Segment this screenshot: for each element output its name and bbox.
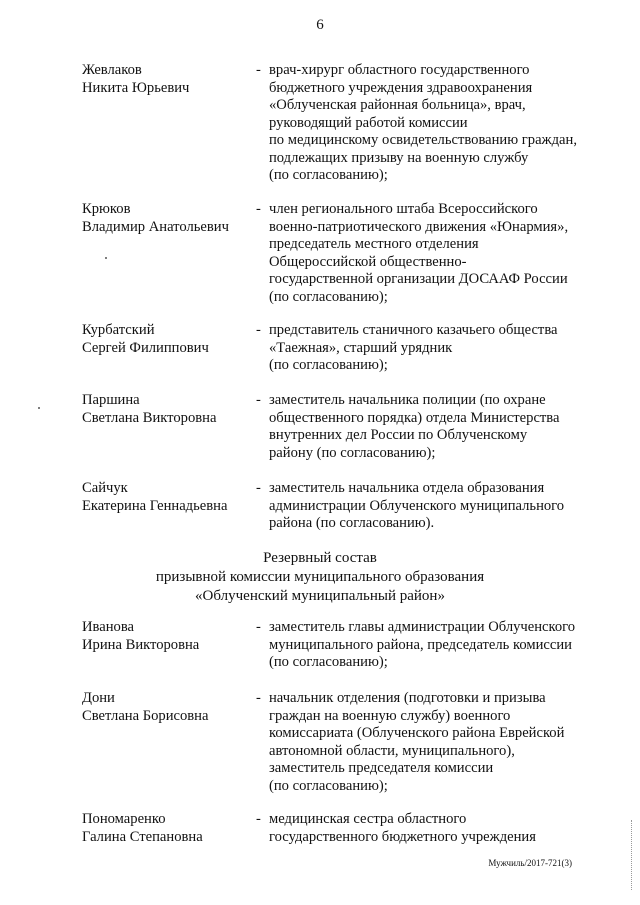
position-line: представитель станичного казачьего общества [269,322,558,338]
position-line: руководящий работой комиссии [269,114,468,131]
position-line: автономной области, муниципального), [269,742,515,759]
position-line: бюджетного учреждения здравоохранения [269,79,533,96]
member-surname: Курбатский [82,322,155,338]
scan-speck [38,407,40,409]
entry-dash: - [256,480,261,496]
position-line: подлежащих призыву на военную службу [269,149,529,166]
member-surname: Иванова [82,619,134,635]
member-name [82,690,252,725]
position-line: член регионального штаба Всероссийского [269,201,538,217]
position-line: председатель местного отделения [269,236,479,252]
entry-dash: - [256,619,261,635]
member-name [82,480,252,515]
scan-speck [105,257,107,259]
position-line: (по согласованию); [269,654,388,670]
heading-line: призывной комиссии муниципального образования [155,569,485,585]
member-position [269,322,607,375]
position-line: (по согласованию); [269,357,388,373]
member-surname: Дони [82,690,115,706]
member-name [82,62,252,97]
position-line: администрации Облученского муниципального [269,497,565,514]
member-position [269,690,607,795]
member-given-names: Галина Степановна [82,828,203,845]
entry-dash: - [256,392,261,408]
member-position [269,62,607,185]
position-line: начальник отделения (подготовки и призыва [269,690,546,706]
position-line: Общероссийской общественно- [269,253,467,270]
position-line: комиссариата (Облученского района Еврейской [269,725,565,741]
position-line: (по согласованию); [269,288,388,305]
entry-dash: - [256,322,261,338]
reserve-section-heading [0,549,640,606]
position-line: медицинская сестра областного [269,811,467,827]
heading-line: «Облученский муниципальный район» [195,588,445,604]
position-line: врач-хирург областного государственного [269,62,530,78]
entry-dash: - [256,62,261,78]
position-line: военно-патриотического движения «Юнармия», [269,218,569,235]
position-line: заместитель главы администрации Облученского [269,619,576,635]
member-given-names: Ирина Викторовна [82,636,200,653]
position-line: (по согласованию); [269,777,388,794]
member-name [82,619,252,654]
member-position [269,811,607,846]
position-line: внутренних дел России по Облученскому [269,427,528,443]
position-line: заместитель председателя комиссии [269,760,494,776]
member-name [82,392,252,427]
member-surname: Пономаренко [82,811,166,827]
member-position [269,480,607,533]
member-position [269,619,607,672]
position-line: «Таежная», старший урядник [269,339,453,356]
member-name [82,201,252,236]
member-name [82,322,252,357]
position-line: району (по согласованию); [269,444,436,461]
position-line: граждан на военную службу) военного [269,707,511,724]
scan-edge-marks [631,820,634,890]
member-surname: Жевлаков [82,62,142,78]
member-given-names: Никита Юрьевич [82,79,190,96]
member-given-names: Сергей Филиппович [82,339,209,356]
position-line: государственной организации ДОСААФ России [269,271,568,287]
member-position [269,201,607,306]
entry-dash: - [256,201,261,217]
page-number: 6 [316,17,324,33]
position-line: государственного бюджетного учреждения [269,828,536,845]
member-given-names: Владимир Анатольевич [82,218,229,235]
position-line: заместитель начальника полиции (по охране [269,392,546,408]
position-line: муниципального района, председатель комиссии [269,636,572,653]
member-surname: Паршина [82,392,140,408]
position-line: заместитель начальника отдела образования [269,480,545,496]
position-line: района (по согласованию). [269,515,435,531]
member-name [82,811,252,846]
position-line: «Облученская районная больница», врач, [269,97,526,113]
heading-line: Резервный состав [263,550,377,566]
document-code: Мужчиль/2017-721(3) [488,858,572,868]
member-given-names: Екатерина Геннадьевна [82,497,228,514]
entry-dash: - [256,811,261,827]
member-surname: Сайчук [82,480,128,496]
member-given-names: Светлана Викторовна [82,409,217,426]
member-given-names: Светлана Борисовна [82,707,209,724]
entry-dash: - [256,690,261,706]
member-surname: Крюков [82,201,131,217]
position-line: общественного порядка) отдела Министерства [269,409,560,426]
position-line: (по согласованию); [269,167,388,183]
member-position [269,392,607,462]
position-line: по медицинскому освидетельствованию граждан, [269,132,577,148]
